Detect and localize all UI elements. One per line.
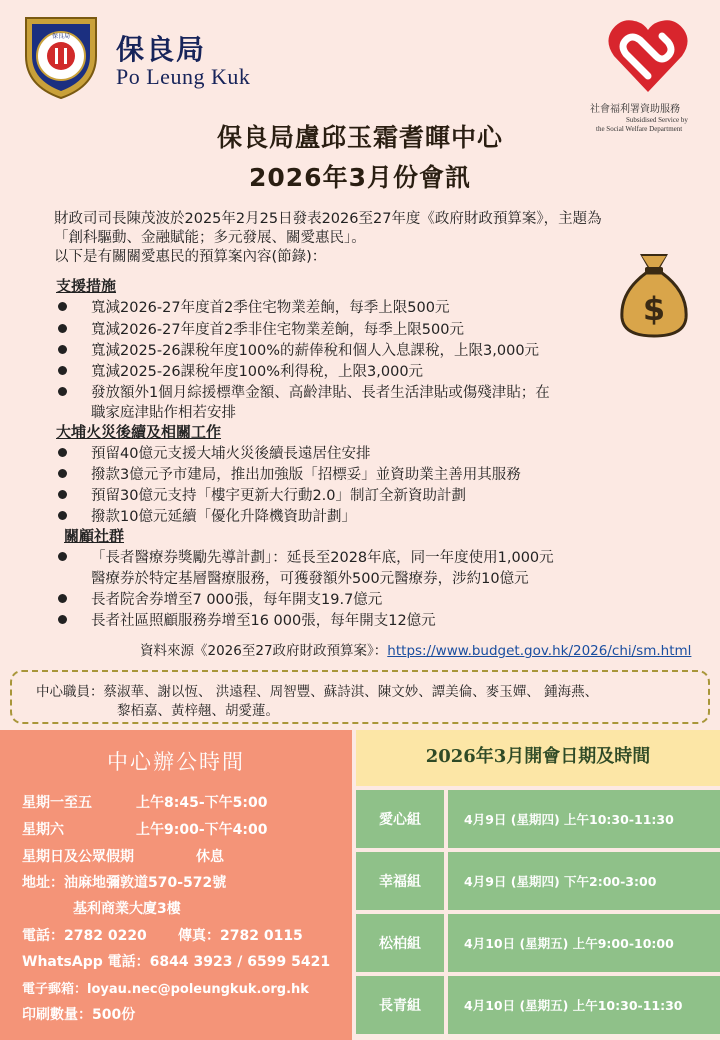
bullet-icon xyxy=(58,511,67,520)
list-item: 「長者醫療券獎勵先導計劃」：延長至2028年底，同一年度使用1,000元 xyxy=(58,546,554,567)
bullet-icon xyxy=(58,490,67,499)
saturday-label: 星期六 xyxy=(22,822,64,838)
org-name-zh: 保良局 xyxy=(116,33,207,66)
office-hours-title: 中心辦公時間 xyxy=(107,750,245,774)
address-line-1: 地址：油麻地彌敦道570-572號 xyxy=(22,875,227,891)
list-item: 寬減2026-27年度首2季住宅物業差餉，每季上限500元 xyxy=(58,296,449,317)
bullet-icon xyxy=(58,366,67,375)
email-address: 電子郵箱：loyau.nec@poleungkuk.org.hk xyxy=(22,982,309,997)
whatsapp-number: WhatsApp 電話：6844 3923 / 6599 5421 xyxy=(22,954,331,970)
swd-name-en-2: the Social Welfare Department xyxy=(596,125,683,133)
list-item: 預留30億元支持「樓宇更新大行動2.0」制訂全新資助計劃 xyxy=(58,484,466,505)
centre-name-title: 保良局盧邱玉霜耆暉中心 xyxy=(216,123,503,152)
money-bag-icon xyxy=(614,248,694,340)
list-item-continuation: 醫療券於特定基層醫療服務，可獲發額外500元醫療券，涉約10億元 xyxy=(91,571,529,587)
saturday-hours: 上午9:00-下午4:00 xyxy=(136,822,268,838)
bullet-icon xyxy=(58,302,67,311)
bullet-icon xyxy=(58,345,67,354)
swd-heart-logo-icon xyxy=(604,14,692,98)
weekday-hours: 上午8:45-下午5:00 xyxy=(136,795,268,811)
list-item: 發放額外1個月綜援標準金額、高齡津貼、長者生活津貼或傷殘津貼；在 xyxy=(58,381,550,402)
list-item: 預留40億元支援大埔火災後續長遠居住安排 xyxy=(58,442,370,463)
list-item-continuation: 職家庭津貼作相若安排 xyxy=(91,405,236,421)
svg-text:$: $ xyxy=(642,290,666,328)
source-link[interactable]: https://www.budget.gov.hk/2026/chi/sm.html xyxy=(387,643,692,659)
meeting-title: 2026年3月開會日期及時間 xyxy=(425,746,651,767)
bullet-icon xyxy=(58,552,67,561)
bullet-icon xyxy=(58,448,67,457)
address-line-2: 基利商業大廈3樓 xyxy=(73,901,181,917)
list-item: 寬減2026-27年度首2季非住宅物業差餉，每季上限500元 xyxy=(58,318,464,339)
intro-line-1: 財政司司長陳茂波於2025年2月25日發表2026至27年度《政府財政預算案》，主題為 xyxy=(54,211,602,227)
section-heading-care: 關顧社群 xyxy=(64,527,125,545)
list-item: 長者院舍券增至7 000張，每年開支19.7億元 xyxy=(58,588,382,609)
bullet-icon xyxy=(58,387,67,396)
meeting-group-name: 幸福組 xyxy=(356,852,444,910)
org-name-en: Po Leung Kuk xyxy=(116,64,251,89)
section-heading-fire-followup: 大埔火災後續及相關工作 xyxy=(56,423,222,441)
bullet-icon xyxy=(58,594,67,603)
swd-name-zh: 社會福利署資助服務 xyxy=(590,104,680,115)
bullet-icon xyxy=(58,469,67,478)
source-label: 資料來源《2026至27政府財政預算案》： xyxy=(140,643,388,659)
print-count: 印刷數量：500份 xyxy=(22,1007,136,1023)
bullet-icon xyxy=(58,615,67,624)
crest-text: 保良局 xyxy=(51,33,71,40)
staff-line-2: 黎栢嘉、黃梓翹、胡愛蓮。 xyxy=(117,703,279,719)
sunday-status: 休息 xyxy=(196,849,224,865)
sunday-label: 星期日及公眾假期 xyxy=(22,849,134,865)
staff-line-1: 中心職員：蔡淑華、謝以恆、 洪遠程、周智豐、蘇詩淇、陳文妙、譚美倫、麥玉嬋、 鍾海燕、 xyxy=(36,684,599,700)
meeting-time: 4月10日 (星期五) 上午9:00-10:00 xyxy=(448,914,720,972)
list-item: 撥款3億元予市建局，推出加強版「招標妥」並資助業主善用其服務 xyxy=(58,463,521,484)
newsletter-month-title: 2026年3月份會訊 xyxy=(249,163,471,192)
meeting-group-name: 愛心組 xyxy=(356,790,444,848)
list-item: 寬減2025-26課稅年度100%的薪俸稅和個人入息課稅，上限3,000元 xyxy=(58,339,539,360)
po-leung-kuk-crest-icon xyxy=(18,12,104,102)
list-item: 撥款10億元延續「優化升降機資助計劃」 xyxy=(58,505,356,526)
list-item: 寬減2025-26課稅年度100%利得稅，上限3,000元 xyxy=(58,360,423,381)
meeting-time: 4月10日 (星期五) 上午10:30-11:30 xyxy=(448,976,720,1034)
list-item: 長者社區照顧服務券增至16 000張，每年開支12億元 xyxy=(58,609,436,630)
bullet-icon xyxy=(58,324,67,333)
swd-name-en-1: Subsidised Service by xyxy=(626,116,688,124)
section-heading-support: 支援措施 xyxy=(56,277,117,295)
source-line xyxy=(140,639,691,659)
meeting-group-name: 松柏組 xyxy=(356,914,444,972)
meeting-time: 4月9日 (星期四) 上午10:30-11:30 xyxy=(448,790,720,848)
meeting-time: 4月9日 (星期四) 下午2:00-3:00 xyxy=(448,852,720,910)
intro-line-3: 以下是有關關愛惠民的預算案內容(節錄)： xyxy=(54,249,327,265)
fax-number: 傳真：2782 0115 xyxy=(178,928,303,944)
phone-number: 電話：2782 0220 xyxy=(22,928,147,944)
weekday-label: 星期一至五 xyxy=(22,795,92,811)
intro-line-2: 「創科驅動、金融賦能；多元發展、關愛惠民」。 xyxy=(54,230,366,246)
meeting-group-name: 長青組 xyxy=(356,976,444,1034)
